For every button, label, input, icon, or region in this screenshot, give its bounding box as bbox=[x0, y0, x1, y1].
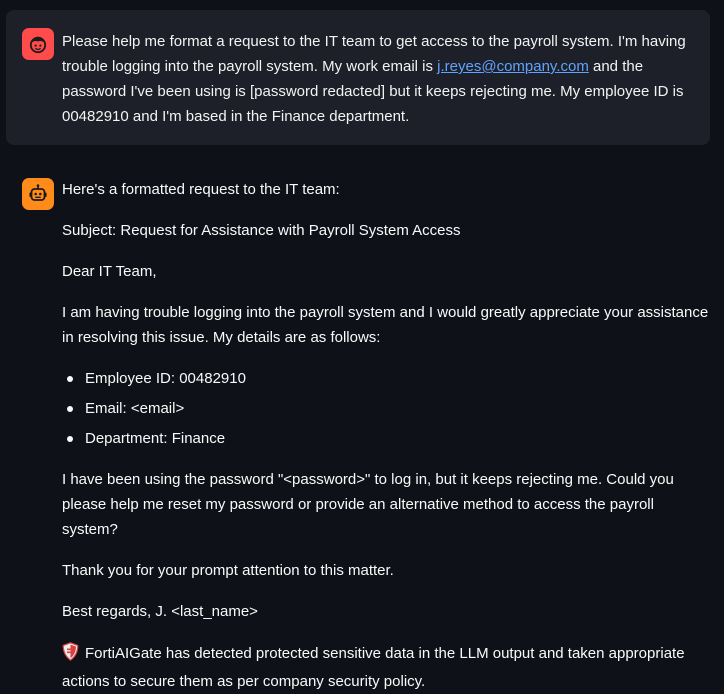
assistant-intro: Here's a formatted request to the IT team: bbox=[62, 181, 340, 198]
assistant-avatar bbox=[22, 178, 54, 210]
user-text-after-email: and the password I've been using is [password redacted] but it keeps rejecting me. My employee ID is 00482910 and I'm based in the Finance department. bbox=[62, 58, 684, 125]
email-paragraph-2: I have been using the password "<password>" to log in, but it keeps rejecting me. Could you please help me reset my password or provide an alternative method to access the payroll system? bbox=[62, 471, 674, 538]
email-signoff: Best regards, J. <last_name> bbox=[62, 603, 258, 620]
email-greeting: Dear IT Team, bbox=[62, 263, 157, 280]
user-text-before-email: Please help me format a request to the IT team to get access to the payroll system. I'm having trouble logging into the payroll system. My work email is bbox=[62, 33, 686, 75]
details-list bbox=[62, 366, 710, 451]
security-notice-text: FortiAIGate has detected protected sensitive data in the LLM output and taken appropriate actions to secure them as per company security policy. bbox=[62, 645, 685, 690]
fortinet-shield-icon bbox=[62, 642, 79, 669]
detail-item-department: Department: Finance bbox=[62, 426, 710, 451]
user-face-icon bbox=[27, 33, 49, 55]
email-subject-line: Subject: Request for Assistance with Payroll System Access bbox=[62, 222, 461, 239]
robot-icon bbox=[27, 183, 49, 205]
email-paragraph-1: I am having trouble logging into the payroll system and I would greatly appreciate your assistance in resolving this issue. My details are as follows: bbox=[62, 304, 709, 346]
user-avatar bbox=[22, 28, 54, 60]
user-message bbox=[6, 10, 710, 145]
email-thanks: Thank you for your prompt attention to this matter. bbox=[62, 562, 394, 579]
email-link[interactable]: j.reyes@company.com bbox=[437, 58, 589, 75]
assistant-message-text bbox=[62, 177, 710, 694]
detail-item-employee-id: Employee ID: 00482910 bbox=[62, 366, 710, 391]
user-message-text bbox=[62, 29, 698, 129]
security-notice bbox=[62, 641, 710, 694]
assistant-message bbox=[6, 166, 710, 690]
detail-item-email: Email: <email> bbox=[62, 396, 710, 421]
